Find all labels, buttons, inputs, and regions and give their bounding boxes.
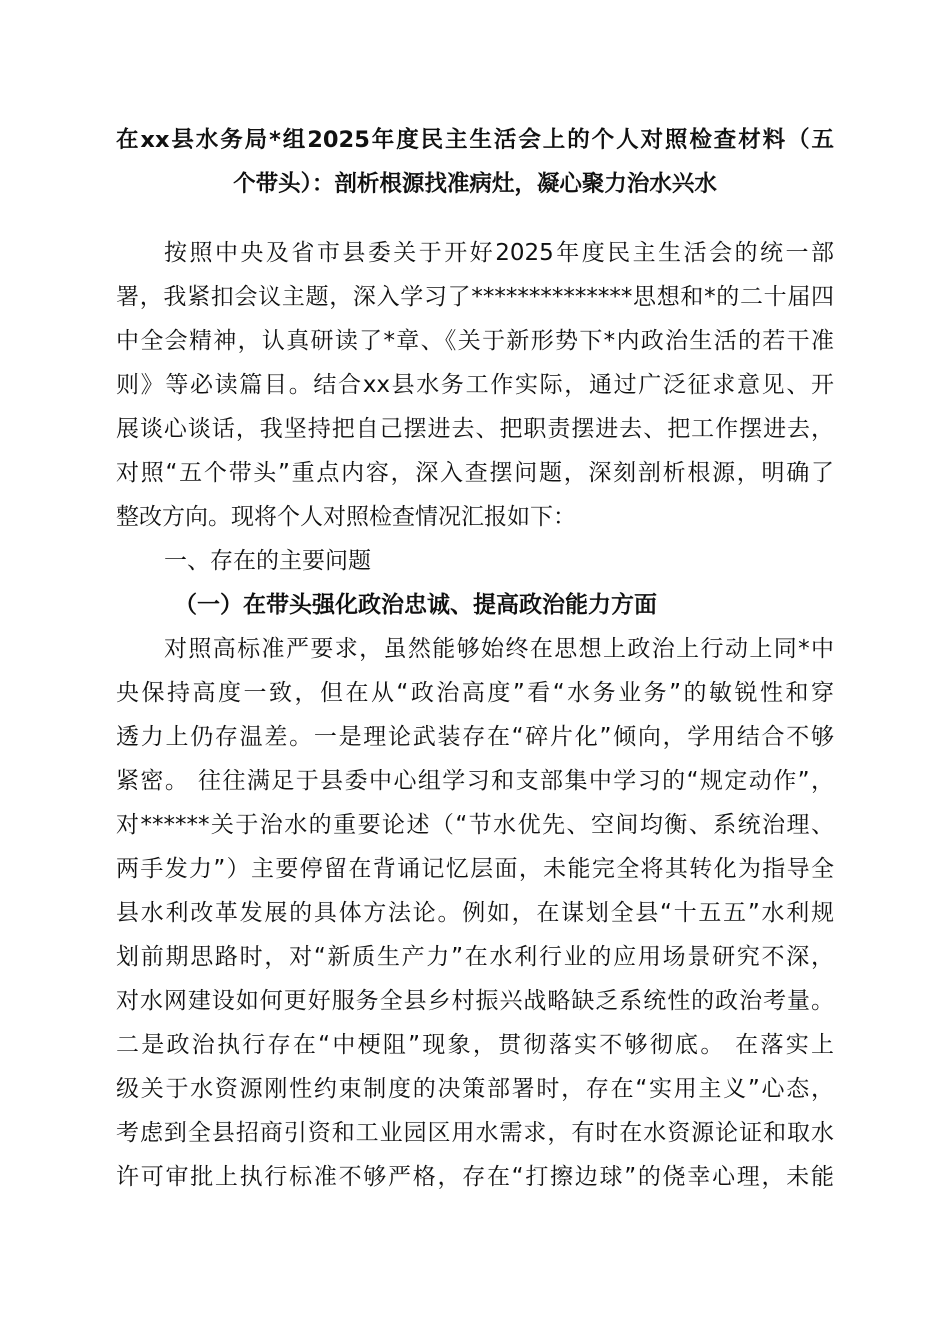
body-line: 二是政治执行存在“中梗阻”现象，贯彻落实不够彻底。 在落实上 bbox=[116, 1032, 834, 1058]
body-line: 透力上仍存温差。一是理论武装存在“碎片化”倾向，学用结合不够 bbox=[116, 724, 834, 750]
body-line: 对照高标准严要求，虽然能够始终在思想上政治上行动上同*中 bbox=[164, 636, 834, 662]
body-line: 许可审批上执行标准不够严格，存在“打擦边球”的侥幸心理，未能 bbox=[116, 1164, 834, 1190]
body-line: 对水网建设如何更好服务全县乡村振兴战略缺乏系统性的政治考量。 bbox=[116, 988, 834, 1014]
body-line: 县水利改革发展的具体方法论。例如，在谋划全县“十五五”水利规 bbox=[116, 900, 834, 926]
title-line: 在xx县水务局*组2025年度民主生活会上的个人对照检查材料（五 bbox=[116, 127, 834, 153]
document-title bbox=[116, 118, 834, 206]
intro-line: 署，我紧扣会议主题，深入学习了**************思想和*的二十届四 bbox=[116, 284, 834, 310]
section-subheading: （一）在带头强化政治忠诚、提高政治能力方面 bbox=[174, 592, 657, 618]
body-line: 央保持高度一致，但在从“政治高度”看“水务业务”的敏锐性和穿 bbox=[116, 680, 834, 706]
intro-line: 整改方向。现将个人对照检查情况汇报如下： bbox=[116, 504, 576, 530]
body-line: 紧密。 往往满足于县委中心组学习和支部集中学习的“规定动作”， bbox=[116, 768, 834, 794]
intro-line: 对照“五个带头”重点内容，深入查摆问题，深刻剖析根源，明确了 bbox=[116, 460, 834, 486]
title-line: 个带头）：剖析根源找准病灶，凝心聚力治水兴水 bbox=[233, 171, 717, 197]
intro-line: 按照中央及省市县委关于开好2025年度民主生活会的统一部 bbox=[164, 240, 834, 266]
section-heading: 一、存在的主要问题 bbox=[164, 548, 371, 574]
body-line: 对******关于治水的重要论述（“节水优先、空间均衡、系统治理、 bbox=[116, 812, 834, 838]
body-line: 级关于水资源刚性约束制度的决策部署时，存在“实用主义”心态， bbox=[116, 1076, 834, 1102]
intro-line: 展谈心谈话，我坚持把自己摆进去、把职责摆进去、把工作摆进去， bbox=[116, 416, 834, 442]
body-line: 两手发力”）主要停留在背诵记忆层面，未能完全将其转化为指导全 bbox=[116, 856, 834, 882]
document-body bbox=[116, 231, 834, 1199]
body-line: 划前期思路时，对“新质生产力”在水利行业的应用场景研究不深， bbox=[116, 944, 834, 970]
intro-line: 中全会精神，认真研读了*章、《关于新形势下*内政治生活的若干准 bbox=[116, 328, 834, 354]
body-line: 考虑到全县招商引资和工业园区用水需求，有时在水资源论证和取水 bbox=[116, 1120, 834, 1146]
intro-line: 则》等必读篇目。结合xx县水务工作实际，通过广泛征求意见、开 bbox=[116, 372, 834, 398]
